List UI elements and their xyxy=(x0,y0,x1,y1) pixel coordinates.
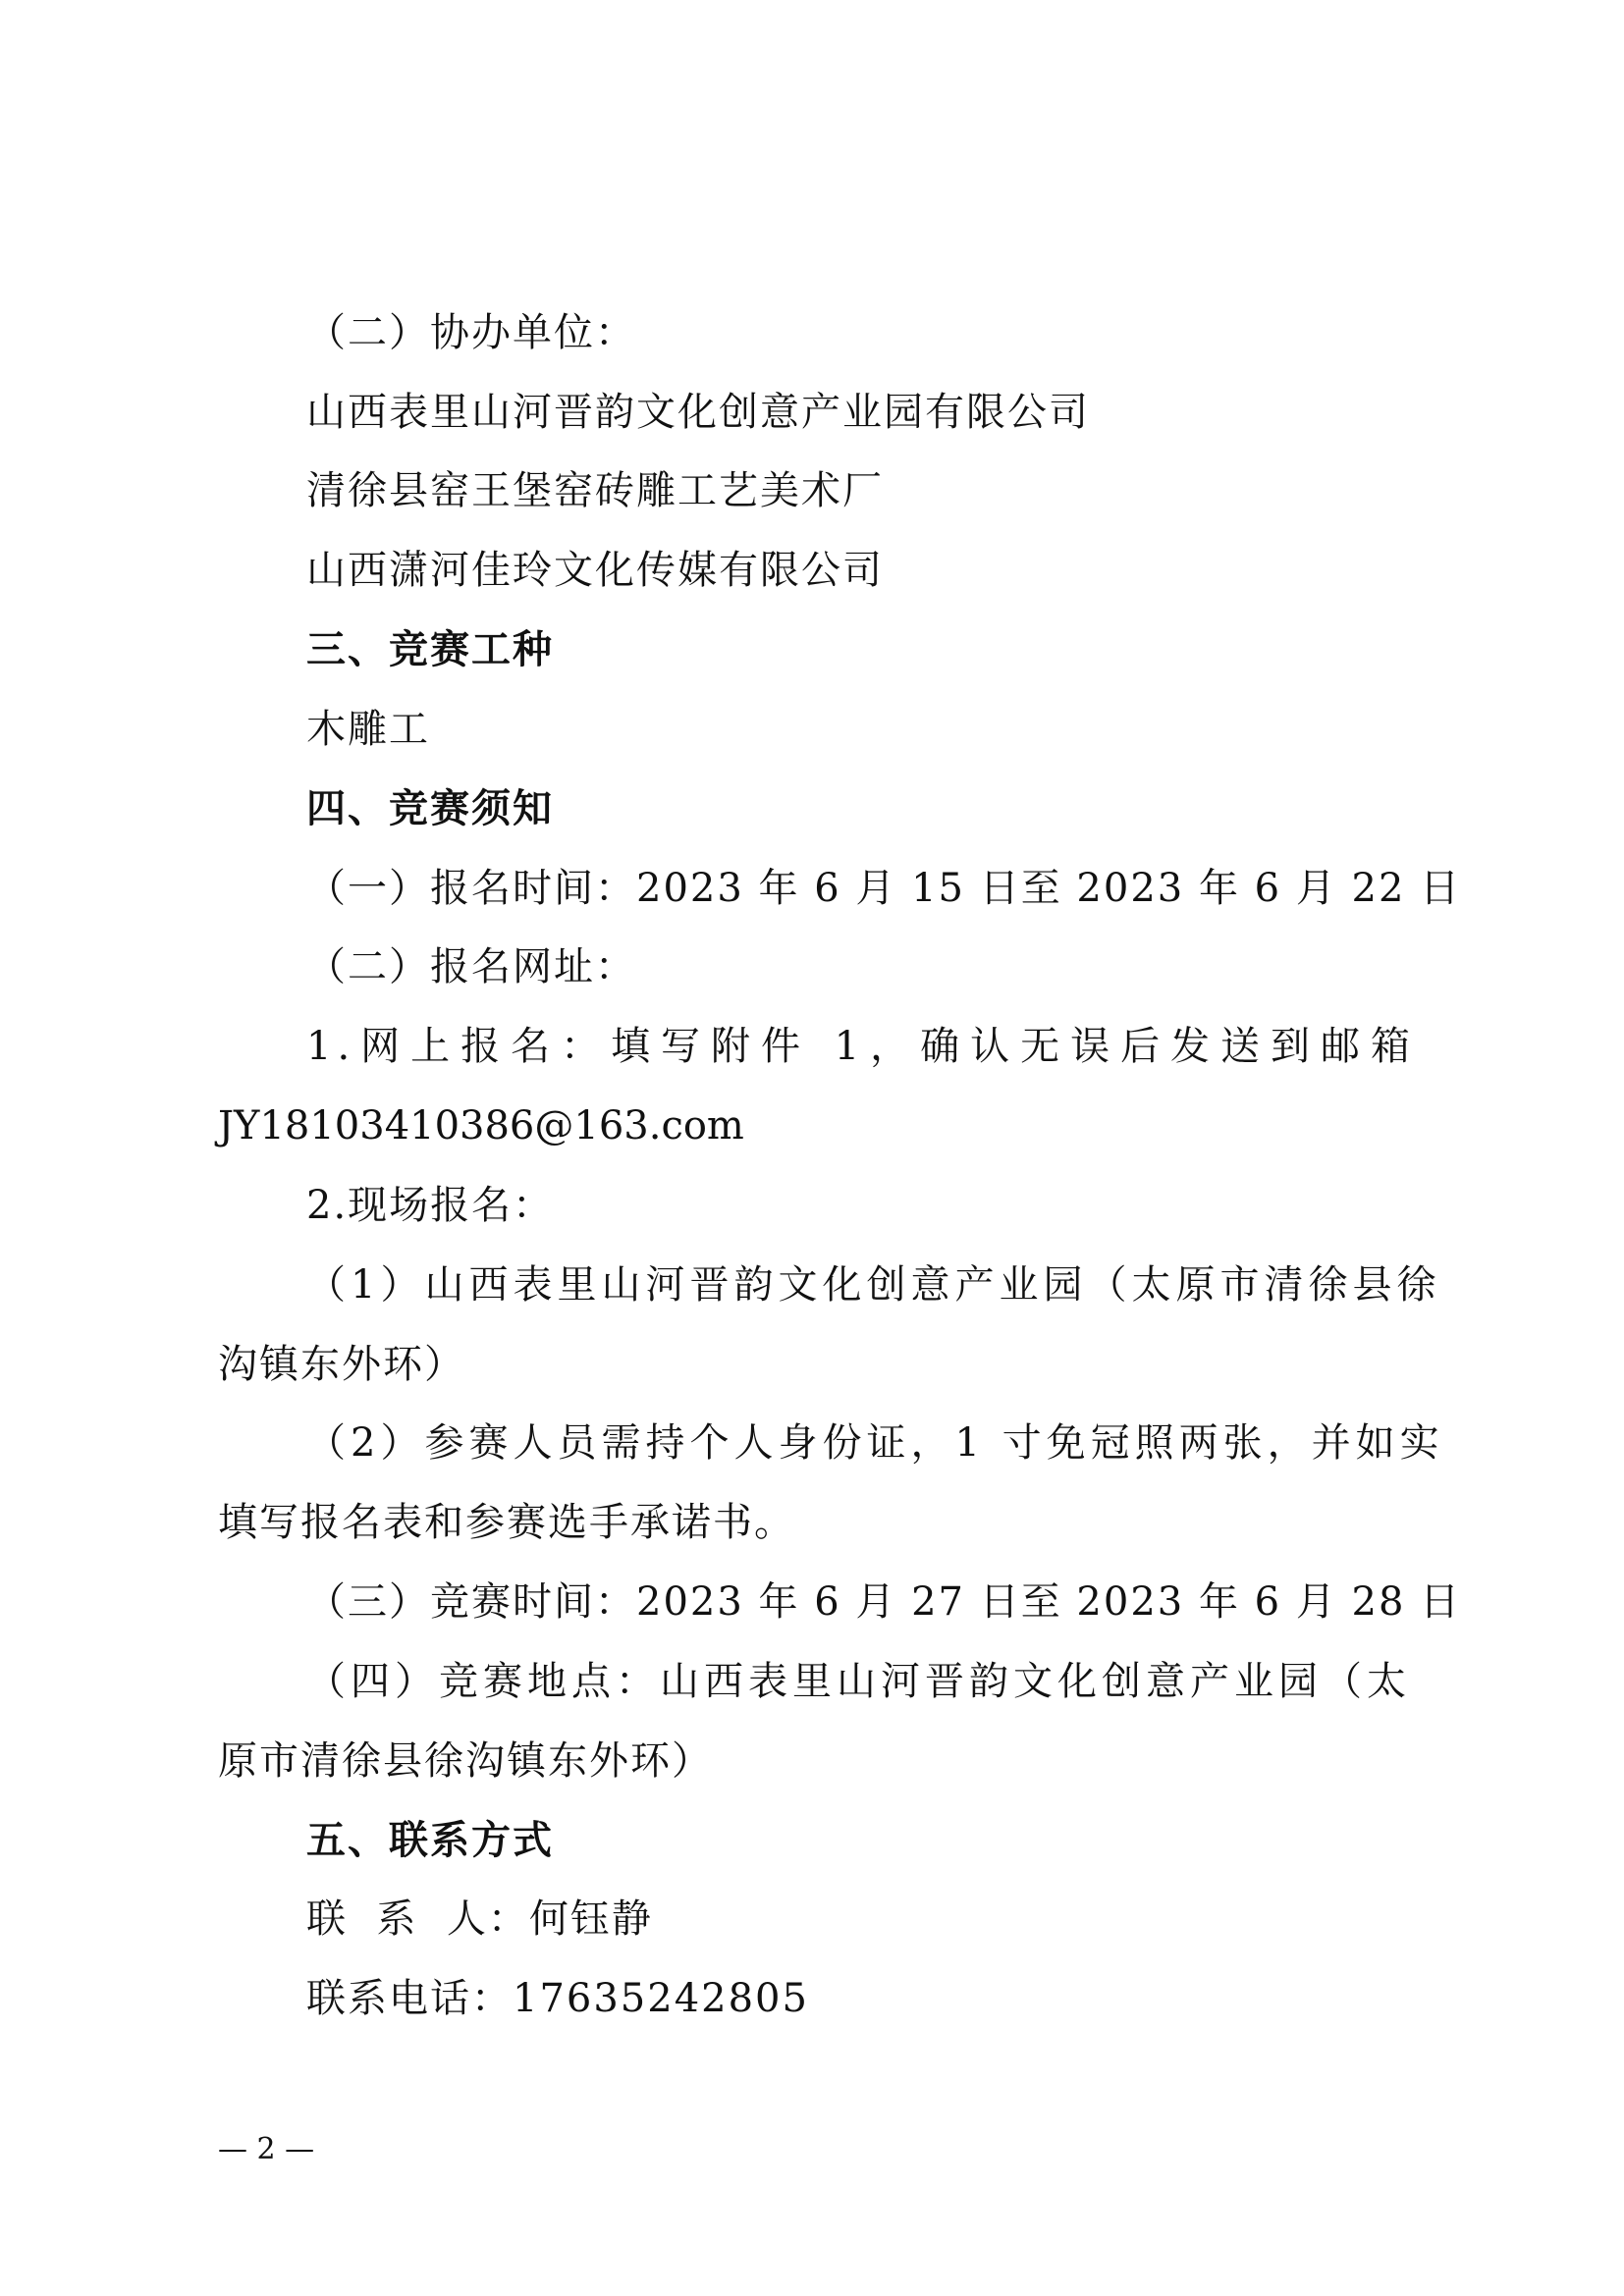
section-3-heading: 三、竞赛工种 xyxy=(306,627,554,672)
registration-time: （一）报名时间：2023 年 6 月 15 日至 2023 年 6 月 22 日 xyxy=(306,866,1462,911)
co-organizer-heading: （二）协办单位： xyxy=(306,310,636,355)
co-organizer-2: 清徐县窑王堡窑砖雕工艺美术厂 xyxy=(306,468,884,513)
section-4-heading: 四、竞赛须知 xyxy=(306,786,554,831)
co-organizer-1: 山西表里山河晋韵文化创意产业园有限公司 xyxy=(306,390,1090,435)
competition-venue-line-2: 原市清徐县徐沟镇东外环） xyxy=(218,1738,713,1784)
onsite-registration-heading: 2.现场报名： xyxy=(306,1183,555,1228)
requirements-line-2: 填写报名表和参赛选手承诺书。 xyxy=(218,1500,795,1545)
email-address: JY18103410386@163.com xyxy=(218,1103,744,1148)
onsite-location-line-1: （1）山西表里山河晋韵文化创意产业园（太原市清徐县徐 xyxy=(306,1262,1441,1308)
registration-url-heading: （二）报名网址： xyxy=(306,944,636,989)
online-registration: 1.网上报名：填写附件 1，确认无误后发送到邮箱 xyxy=(306,1024,1416,1069)
onsite-location-line-2: 沟镇东外环） xyxy=(218,1342,465,1387)
competition-venue-line-1: （四）竞赛地点：山西表里山河晋韵文化创意产业园（太 xyxy=(306,1659,1411,1704)
requirements-line-1: （2）参赛人员需持个人身份证，1 寸免冠照两张，并如实 xyxy=(306,1420,1444,1466)
co-organizer-3: 山西潇河佳玲文化传媒有限公司 xyxy=(306,548,884,593)
contact-phone: 联系电话：17635242805 xyxy=(306,1976,809,2021)
competition-time: （三）竞赛时间：2023 年 6 月 27 日至 2023 年 6 月 28 日 xyxy=(306,1579,1462,1625)
competition-trade: 木雕工 xyxy=(306,707,430,752)
page-number: — 2 — xyxy=(218,2132,315,2166)
section-5-heading: 五、联系方式 xyxy=(306,1818,554,1863)
contact-person: 联 系 人：何钰静 xyxy=(306,1896,653,1942)
